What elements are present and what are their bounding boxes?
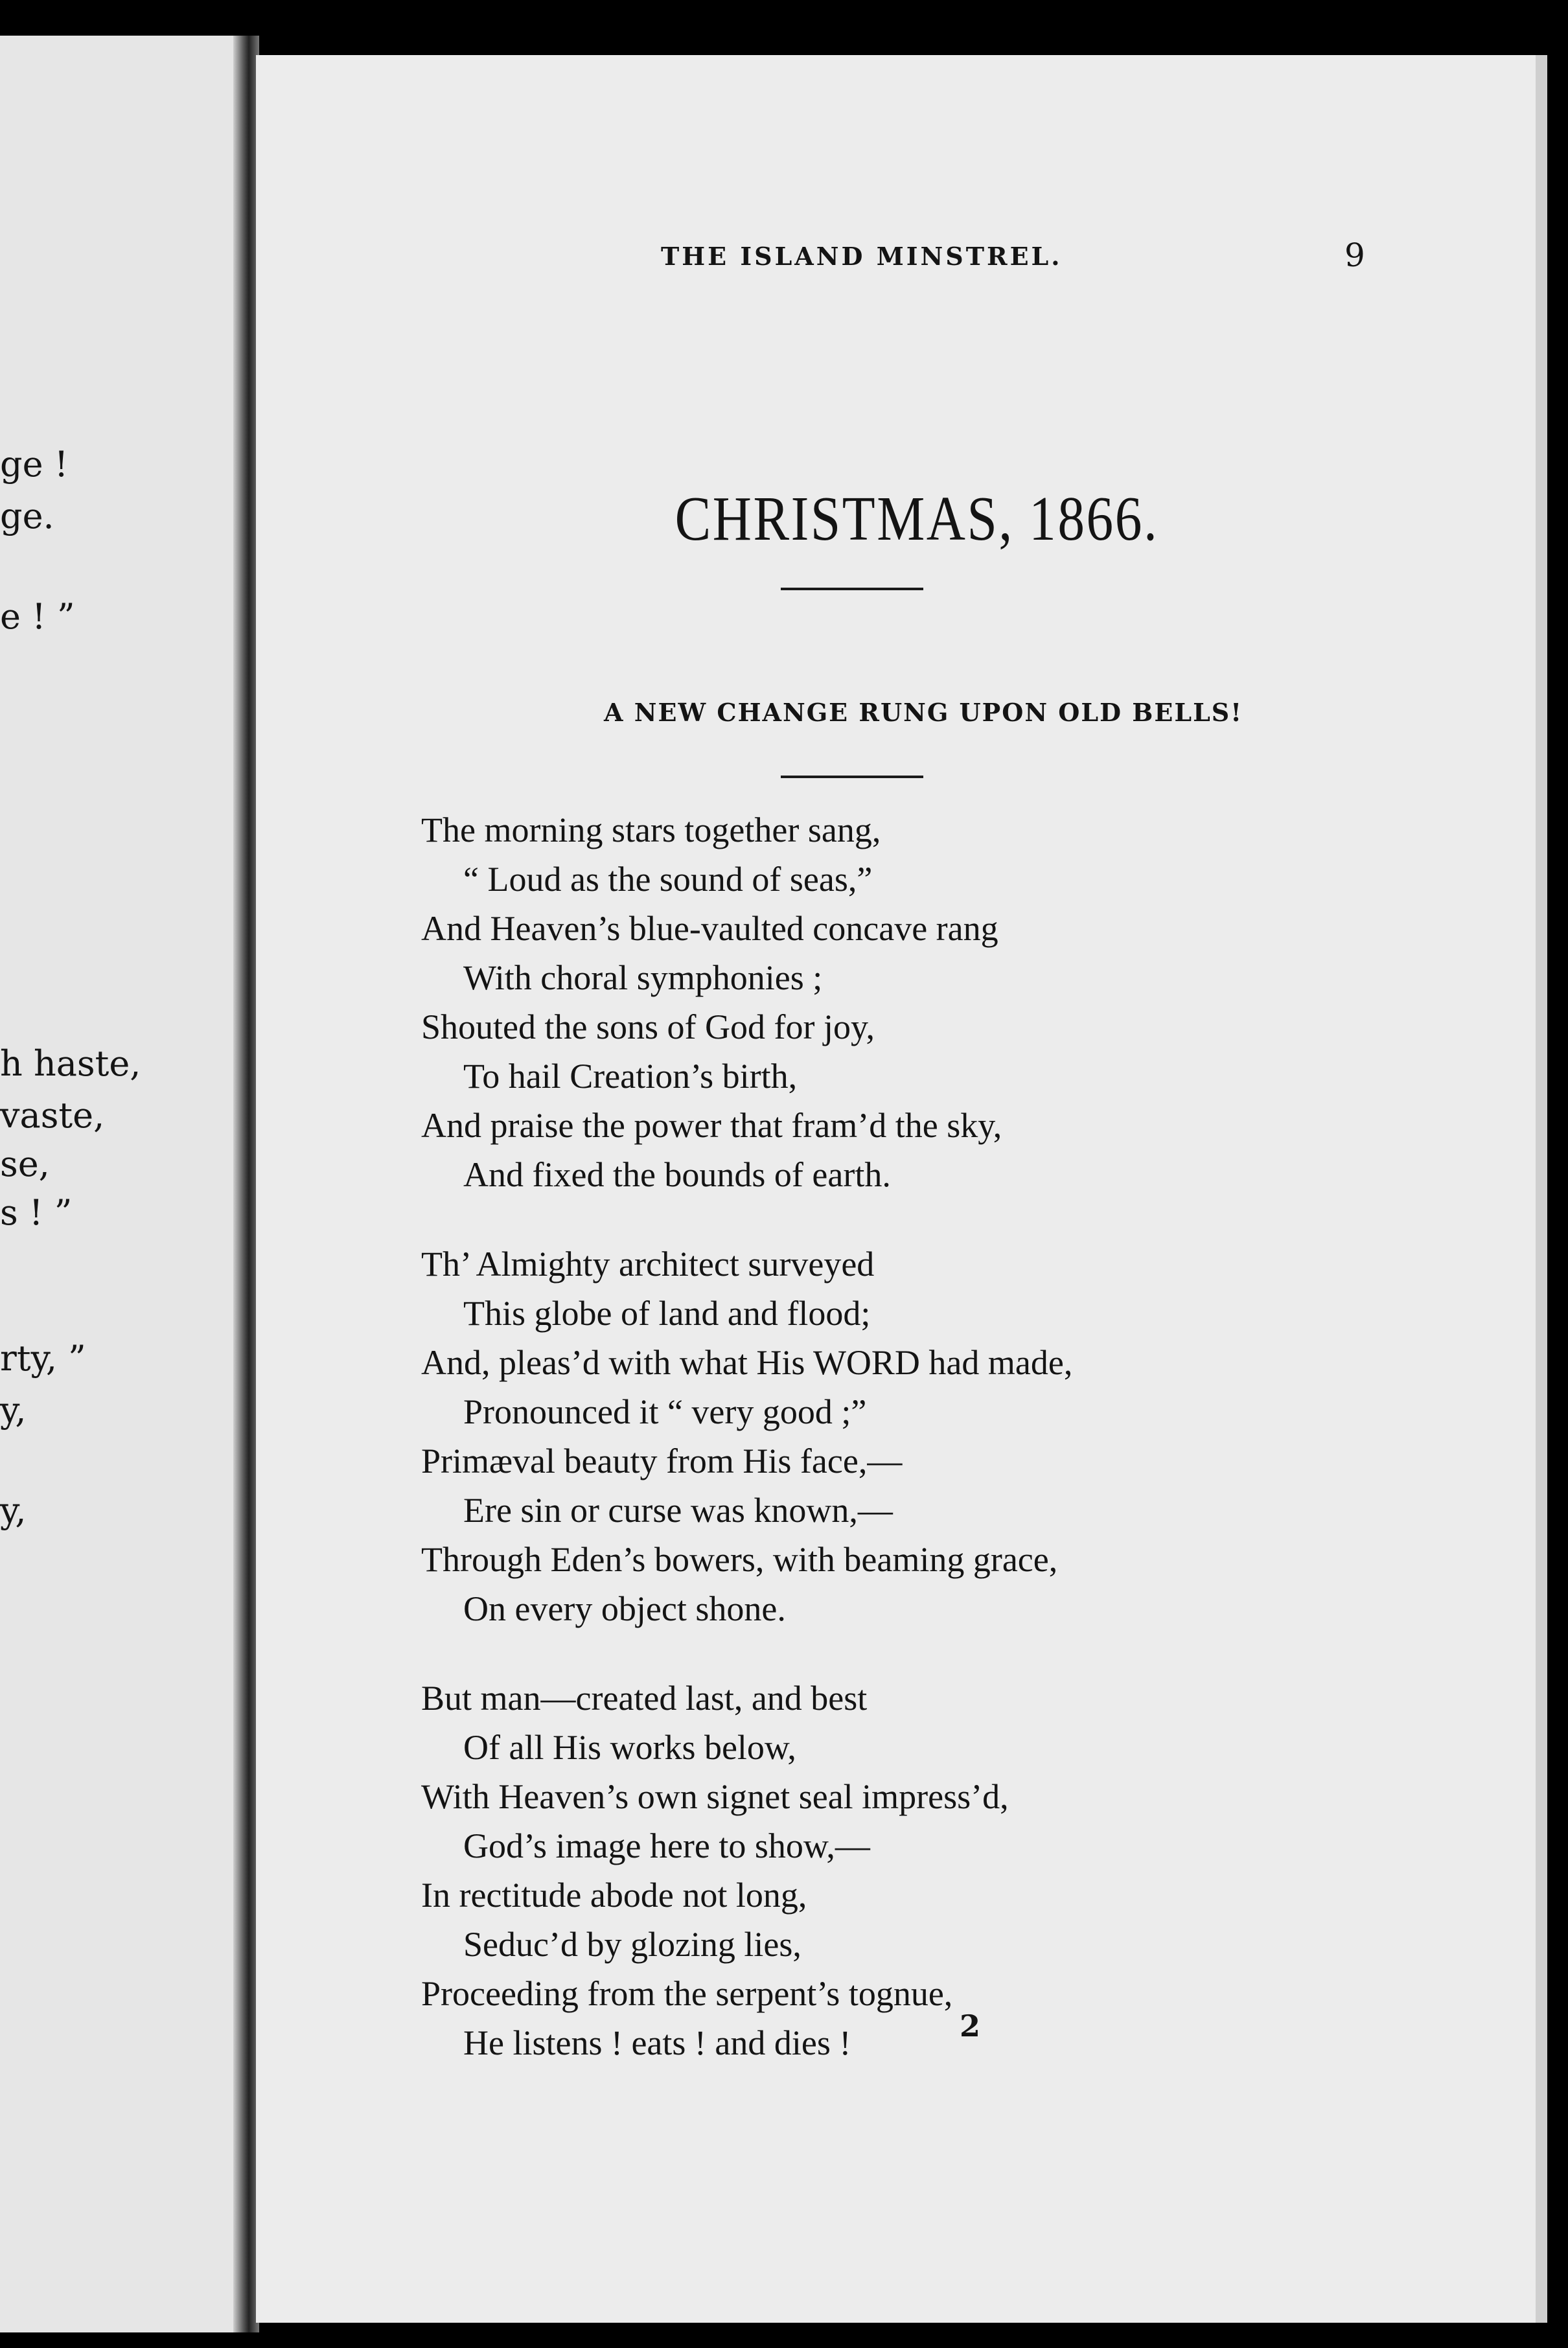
poem-line: To hail Creation’s birth,	[463, 1057, 798, 1096]
page-number: 9	[1344, 236, 1365, 274]
poem-line: He listens ! eats ! and dies !	[463, 2023, 851, 2062]
poem-line: Shouted the sons of God for joy,	[421, 1007, 875, 1046]
page-edge	[1536, 55, 1547, 2323]
running-title: THE ISLAND MINSTREL.	[661, 242, 1063, 271]
left-page-fragment: ge.	[0, 496, 54, 536]
poem-line: God’s image here to show,—	[463, 1826, 870, 1865]
poem-line: And, pleas’d with what His WORD had made,	[421, 1343, 1073, 1382]
poem-line: And Heaven’s blue-vaulted concave rang	[421, 909, 998, 948]
poem-subtitle: A NEW CHANGE RUNG UPON OLD BELLS!	[604, 698, 1243, 727]
poem-line: Of all His works below,	[463, 1728, 796, 1767]
poem-line: And praise the power that fram’d the sky,	[421, 1106, 1002, 1145]
poem-line: With choral symphonies ;	[463, 958, 823, 997]
left-page-fragment: s ! ”	[0, 1192, 73, 1233]
subtitle-rule	[781, 776, 923, 778]
poem-line: Seduc’d by glozing lies,	[463, 1925, 801, 1964]
left-page-fragment: h haste,	[0, 1043, 141, 1084]
left-page-fragment: ge !	[0, 444, 69, 485]
book-gutter	[233, 36, 259, 2332]
poem-line: Proceeding from the serpent’s tognue,	[421, 1974, 953, 2013]
poem-line: Ere sin or curse was known,—	[463, 1491, 893, 1530]
left-page-fragment: vaste,	[0, 1095, 105, 1136]
poem-title: CHRISTMAS, 1866.	[674, 484, 1159, 554]
poem-line: But man—created last, and best	[421, 1679, 868, 1718]
right-page	[256, 55, 1536, 2323]
left-page-fragment: y,	[0, 1390, 27, 1431]
poem-line: Through Eden’s bowers, with beaming grace,	[421, 1540, 1058, 1579]
poem-line: On every object shone.	[463, 1589, 786, 1628]
poem-line: “ Loud as the sound of seas,”	[463, 860, 873, 899]
poem-line: In rectitude abode not long,	[421, 1876, 807, 1915]
left-page-fragment: y,	[0, 1490, 27, 1531]
left-page-fragment: e ! ”	[0, 596, 75, 637]
left-page-fragment: rty, ”	[0, 1338, 86, 1379]
left-page	[0, 36, 249, 2332]
poem-line: And fixed the bounds of earth.	[463, 1155, 891, 1194]
left-page-fragment: se,	[0, 1144, 50, 1184]
title-rule	[781, 588, 923, 590]
poem-line: Primæval beauty from His face,—	[421, 1442, 903, 1480]
poem-line: With Heaven’s own signet seal impress’d,	[421, 1777, 1009, 1816]
signature-mark: 2	[960, 2008, 981, 2043]
poem-line: The morning stars together sang,	[421, 811, 881, 849]
poem-line: Th’ Almighty architect surveyed	[421, 1245, 875, 1283]
poem-line: Pronounced it “ very good ;”	[463, 1392, 867, 1431]
poem-line: This globe of land and flood;	[463, 1294, 871, 1333]
